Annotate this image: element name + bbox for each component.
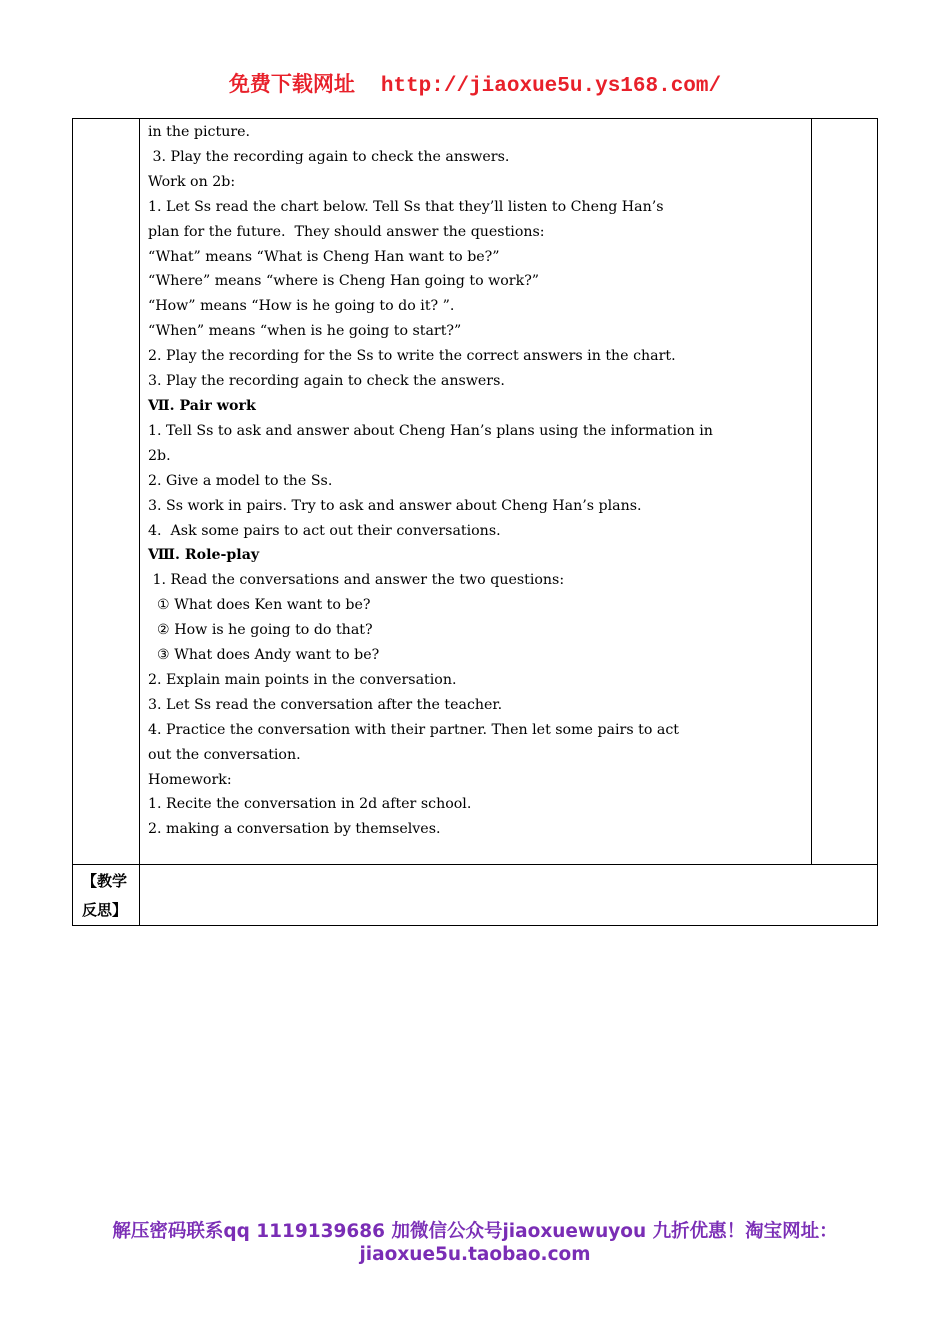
content-line: 1. Tell Ss to ask and answer about Cheng Han’s plans using the information in [148, 422, 713, 439]
content-line: 1. Let Ss read the chart below. Tell Ss that they’ll listen to Cheng Han’s [148, 198, 664, 215]
lesson-steps [140, 119, 811, 864]
header-label: 免费下载网址 [228, 72, 355, 96]
content-row [73, 119, 878, 865]
content-line: 2b. [148, 447, 171, 464]
reflection-content-cell [140, 865, 878, 926]
content-line: 4. Practice the conversation with their partner. Then let some pairs to act [148, 721, 679, 738]
section-heading: Ⅶ. Pair work [148, 397, 256, 414]
page-footer [0, 1220, 950, 1266]
footer-contact-line: 解压密码联系qq 1119139686 加微信公众号jiaoxuewuyou 九折优惠！淘宝网址： [112, 1221, 838, 1242]
content-line: Homework: [148, 771, 232, 788]
content-line: 4. Ask some pairs to act out their conversations. [148, 522, 501, 539]
content-line: “Where” means “where is Cheng Han going to work?” [148, 273, 540, 290]
footer-shop-link[interactable]: jiaoxue5u.taobao.com [359, 1244, 591, 1265]
content-line: 3. Let Ss read the conversation after the teacher. [148, 696, 503, 713]
content-line: 2. Explain main points in the conversation. [148, 671, 457, 688]
left-empty-cell [73, 119, 140, 865]
reflection-label-cell [73, 865, 140, 926]
content-line: 1. Read the conversations and answer the two questions: [148, 572, 565, 589]
content-line: 2. making a conversation by themselves. [148, 821, 441, 838]
header-url-link[interactable]: http://jiaoxue5u.ys168.com/ [380, 75, 722, 98]
content-line: ③ What does Andy want to be? [148, 647, 380, 664]
content-line: out the conversation. [148, 746, 301, 763]
content-line: in the picture. [148, 124, 251, 140]
reflection-label-line2: 反思】 [82, 901, 128, 920]
content-line: 2. Play the recording for the Ss to write the correct answers in the chart. [148, 348, 676, 365]
content-cell [140, 119, 812, 865]
reflection-label-line1: 【教学 [82, 872, 128, 891]
content-line: 2. Give a model to the Ss. [148, 472, 333, 489]
lesson-plan-table [72, 118, 878, 926]
right-empty-cell [812, 119, 878, 865]
page-header [0, 68, 950, 98]
content-line: “How” means “How is he going to do it? ”. [148, 298, 455, 315]
content-line: 3. Ss work in pairs. Try to ask and answer about Cheng Han’s plans. [148, 497, 642, 514]
content-line: “What” means “What is Cheng Han want to be?” [148, 248, 500, 265]
content-line: plan for the future. They should answer the questions: [148, 223, 545, 240]
content-line: ② How is he going to do that? [148, 622, 373, 639]
content-line: Work on 2b: [148, 173, 236, 190]
content-line: 3. Play the recording again to check the answers. [148, 148, 510, 165]
content-line: ① What does Ken want to be? [148, 597, 371, 614]
reflection-label [73, 865, 139, 925]
content-line: “When” means “when is he going to start?” [148, 323, 462, 340]
section-heading: Ⅷ. Role-play [148, 547, 260, 564]
content-line: 1. Recite the conversation in 2d after school. [148, 796, 472, 813]
content-line: 3. Play the recording again to check the answers. [148, 373, 505, 390]
reflection-row [73, 865, 878, 926]
